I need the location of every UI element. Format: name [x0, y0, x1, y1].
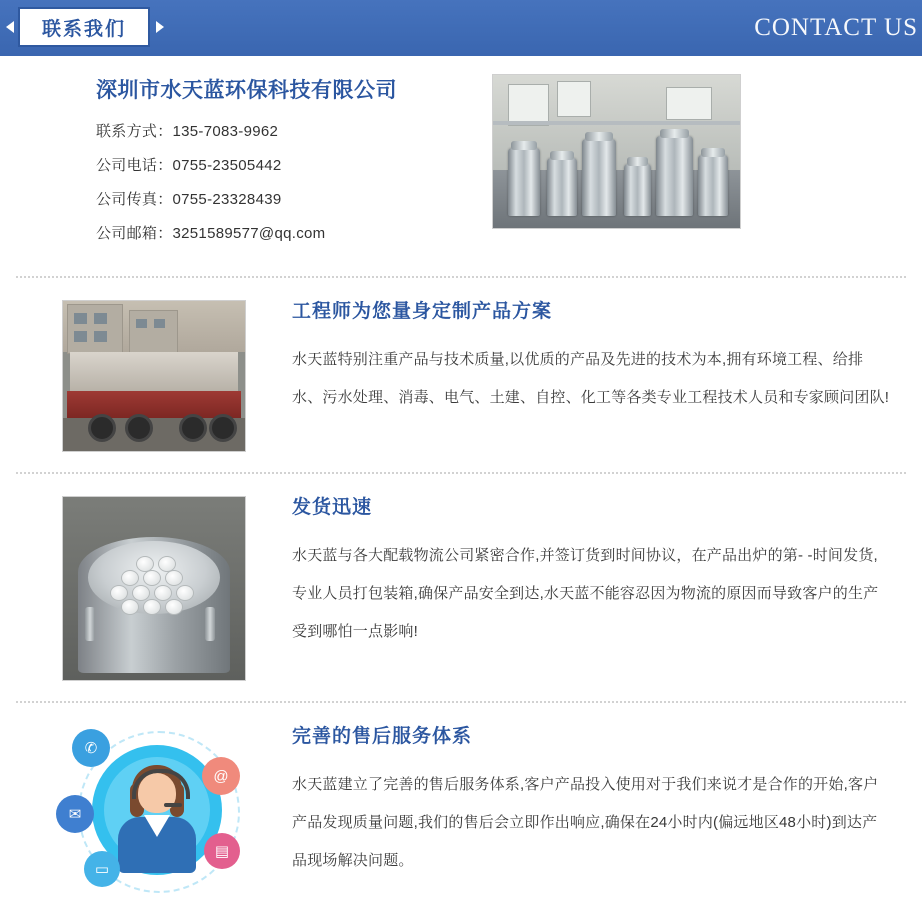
truck-photo: [62, 300, 246, 452]
feature-2-thumb-wrap: [16, 492, 292, 681]
feature-3-title: 完善的售后服务体系: [292, 726, 473, 747]
page-header: [0, 0, 922, 56]
company-email: 公司邮箱：3251589577@qq.com: [96, 225, 326, 242]
company-contact-details: [16, 74, 486, 256]
feature-row-fast-shipping: [16, 474, 906, 697]
feature-2-text-wrap: [292, 492, 906, 681]
contact-us-tab[interactable]: [18, 7, 150, 47]
feature-3-body: 水天蓝建立了完善的售后服务体系,客户产品投入使用对于我们来说才是合作的开始,客户产品发现质量问题,我们的售后会立即作出响应,确保在24小时内(偏远地区48小时)到达产品现场解决问题。: [292, 776, 879, 869]
bag-filter-photo: [62, 496, 246, 681]
page-content: [0, 56, 922, 921]
chat-icon: ▭: [84, 851, 120, 887]
document-icon: ▤: [204, 833, 240, 869]
header-english-title: CONTACT US: [754, 14, 918, 41]
company-mobile: 联系方式：135-7083-9962: [96, 123, 279, 140]
feature-1-text-wrap: [292, 296, 906, 452]
at-sign-icon: @: [202, 757, 240, 795]
header-left-arrow-icon: [6, 21, 14, 33]
feature-3-thumb-wrap: [16, 721, 292, 905]
feature-1-thumb-wrap: [16, 296, 292, 452]
company-phone: 公司电话：0755-23505442: [96, 157, 282, 174]
feature-1-title: 工程师为您量身定制产品方案: [292, 301, 553, 322]
company-fax: 公司传真：0755-23328439: [96, 191, 282, 208]
feature-row-custom-solution: [16, 278, 906, 468]
feature-row-after-sales: [16, 703, 906, 921]
factory-workshop-photo: [492, 74, 741, 229]
contact-us-tab-label: 联系我们: [41, 18, 126, 40]
feature-1-body: 水天蓝特别注重产品与技术质量,以优质的产品及先进的技术为本,拥有环境工程、给排水、污水处理、消毒、电气、土建、自控、化工等各类专业工程技术人员和专家顾问团队!: [292, 351, 890, 406]
feature-2-body: 水天蓝与各大配载物流公司紧密合作,并签订货到时间协议，在产品出炉的第- -时间发货,专业人员打包装箱,确保产品安全到达,水天蓝不能容忍因为物流的原因而导致客户的生产受到哪怕一点影响!: [292, 547, 879, 640]
company-info-block: [16, 56, 906, 272]
feature-3-text-wrap: [292, 721, 906, 905]
mail-icon: ✉: [56, 795, 94, 833]
company-name: 深圳市水天蓝环保科技有限公司: [96, 79, 397, 102]
customer-service-illustration: [54, 725, 254, 905]
phone-icon: ✆: [72, 729, 110, 767]
company-photo-wrap: [486, 74, 906, 256]
feature-2-title: 发货迅速: [292, 497, 373, 518]
header-right-arrow-icon: [156, 21, 164, 33]
